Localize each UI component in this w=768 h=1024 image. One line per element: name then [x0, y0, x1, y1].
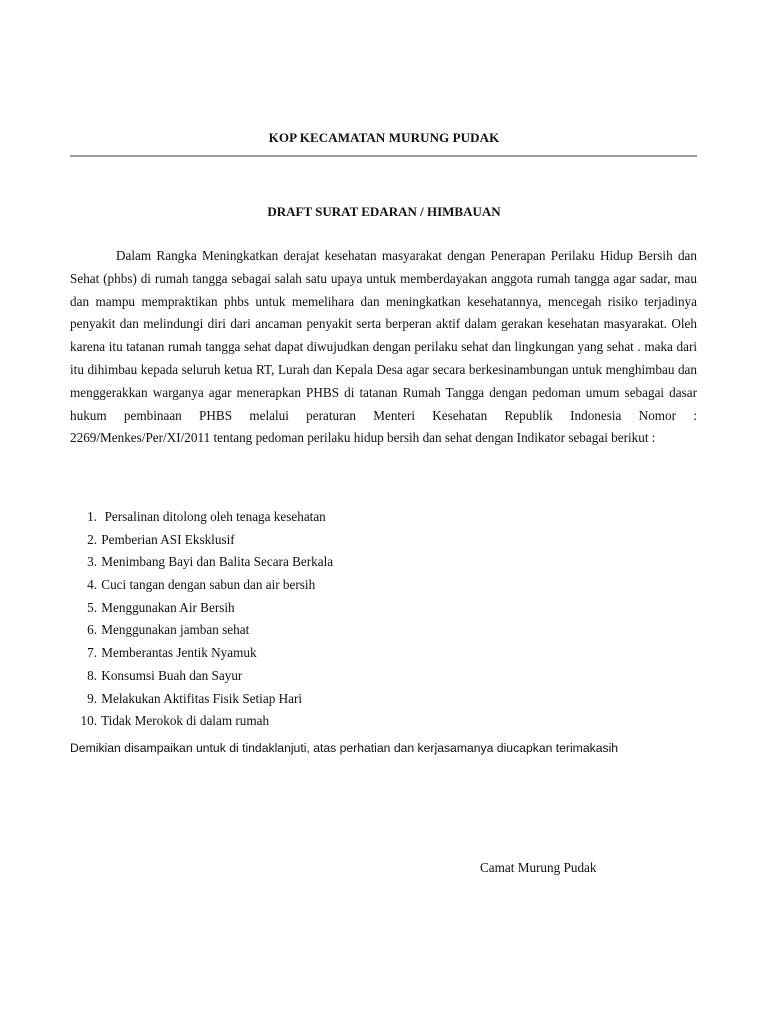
list-item-number: 7. — [87, 645, 97, 661]
list-item-number: 2. — [87, 531, 97, 547]
list-item — [70, 619, 697, 642]
list-item — [70, 688, 697, 711]
list-item-text: Konsumsi Buah dan Sayur — [101, 667, 243, 683]
list-item-number: 6. — [87, 622, 97, 638]
list-item-text: Persalinan ditolong oleh tenaga kesehatan — [101, 509, 326, 524]
list-item-text: Pemberian ASI Eksklusif — [101, 531, 235, 547]
list-item-number: 5. — [87, 599, 97, 615]
list-item — [70, 597, 697, 620]
document-title: DRAFT SURAT EDARAN / HIMBAUAN — [267, 204, 501, 219]
list-item — [70, 551, 697, 574]
list-item — [70, 710, 697, 733]
body-paragraph: Dalam Rangka Meningkatkan derajat kesehatan masyarakat dengan Penerapan Perilaku Hidup Bersih dan Sehat (phbs) di rumah tangga sebagai salah satu upaya untuk memberdayakan anggota rumah tangga agar sadar, mau dan mampu mempraktikan phbs untuk memelihara dan meningkatkan kesehatannya, mencegah risiko terjadinya penyakit dan melindungi diri dari ancaman penyakit serta berperan aktif dalam gerakan kesehatan masyarakat. Oleh karena itu tatanan rumah tangga sehat dapat diwujudkan dengan perilaku sehat dan lingkungan yang sehat . maka dari itu dihimbau kepada seluruh ketua RT, Lurah dan Kepala Desa agar secara berkesinambungan untuk menghimbau dan menggerakkan warganya agar menerapkan PHBS di tatanan Rumah Tangga dengan pedoman umum sebagai dasar hukum pembinaan PHBS melalui peraturan Menteri Kesehatan Republik Indonesia Nomor : 2269/Menkes/Per/XI/2011 tentang pedoman perilaku hidup bersih dan sehat dengan Indikator sebagai berikut : — [70, 248, 697, 446]
list-item — [70, 529, 697, 552]
list-item-text: Tidak Merokok di dalam rumah — [101, 713, 270, 729]
list-item-number: 4. — [87, 577, 97, 593]
list-item-number: 1. — [87, 509, 97, 524]
list-item-text: Menggunakan Air Bersih — [101, 599, 235, 615]
closing-sentence: Demikian disampaikan untuk di tindaklanjuti, atas perhatian dan kerjasamanya diucapkan terimakasih — [70, 741, 619, 755]
list-item-text: Menimbang Bayi dan Balita Secara Berkala — [101, 554, 334, 570]
letterhead-divider — [70, 155, 697, 157]
list-item-text: Melakukan Aktifitas Fisik Setiap Hari — [101, 690, 303, 706]
list-item — [70, 574, 697, 597]
signatory: Camat Murung Pudak — [480, 860, 597, 875]
indicator-list — [70, 506, 697, 733]
list-item-text: Menggunakan jamban sehat — [101, 622, 250, 638]
list-item-number: 3. — [87, 554, 97, 570]
list-item-text: Cuci tangan dengan sabun dan air bersih — [101, 577, 316, 593]
list-item-number: 8. — [87, 667, 97, 683]
letterhead: KOP KECAMATAN MURUNG PUDAK — [268, 130, 500, 145]
list-item-number: 10. — [80, 713, 97, 729]
list-item-number: 9. — [87, 690, 97, 706]
list-item — [70, 506, 697, 529]
list-item — [70, 642, 697, 665]
list-item-text: Memberantas Jentik Nyamuk — [101, 645, 257, 661]
list-item — [70, 665, 697, 688]
